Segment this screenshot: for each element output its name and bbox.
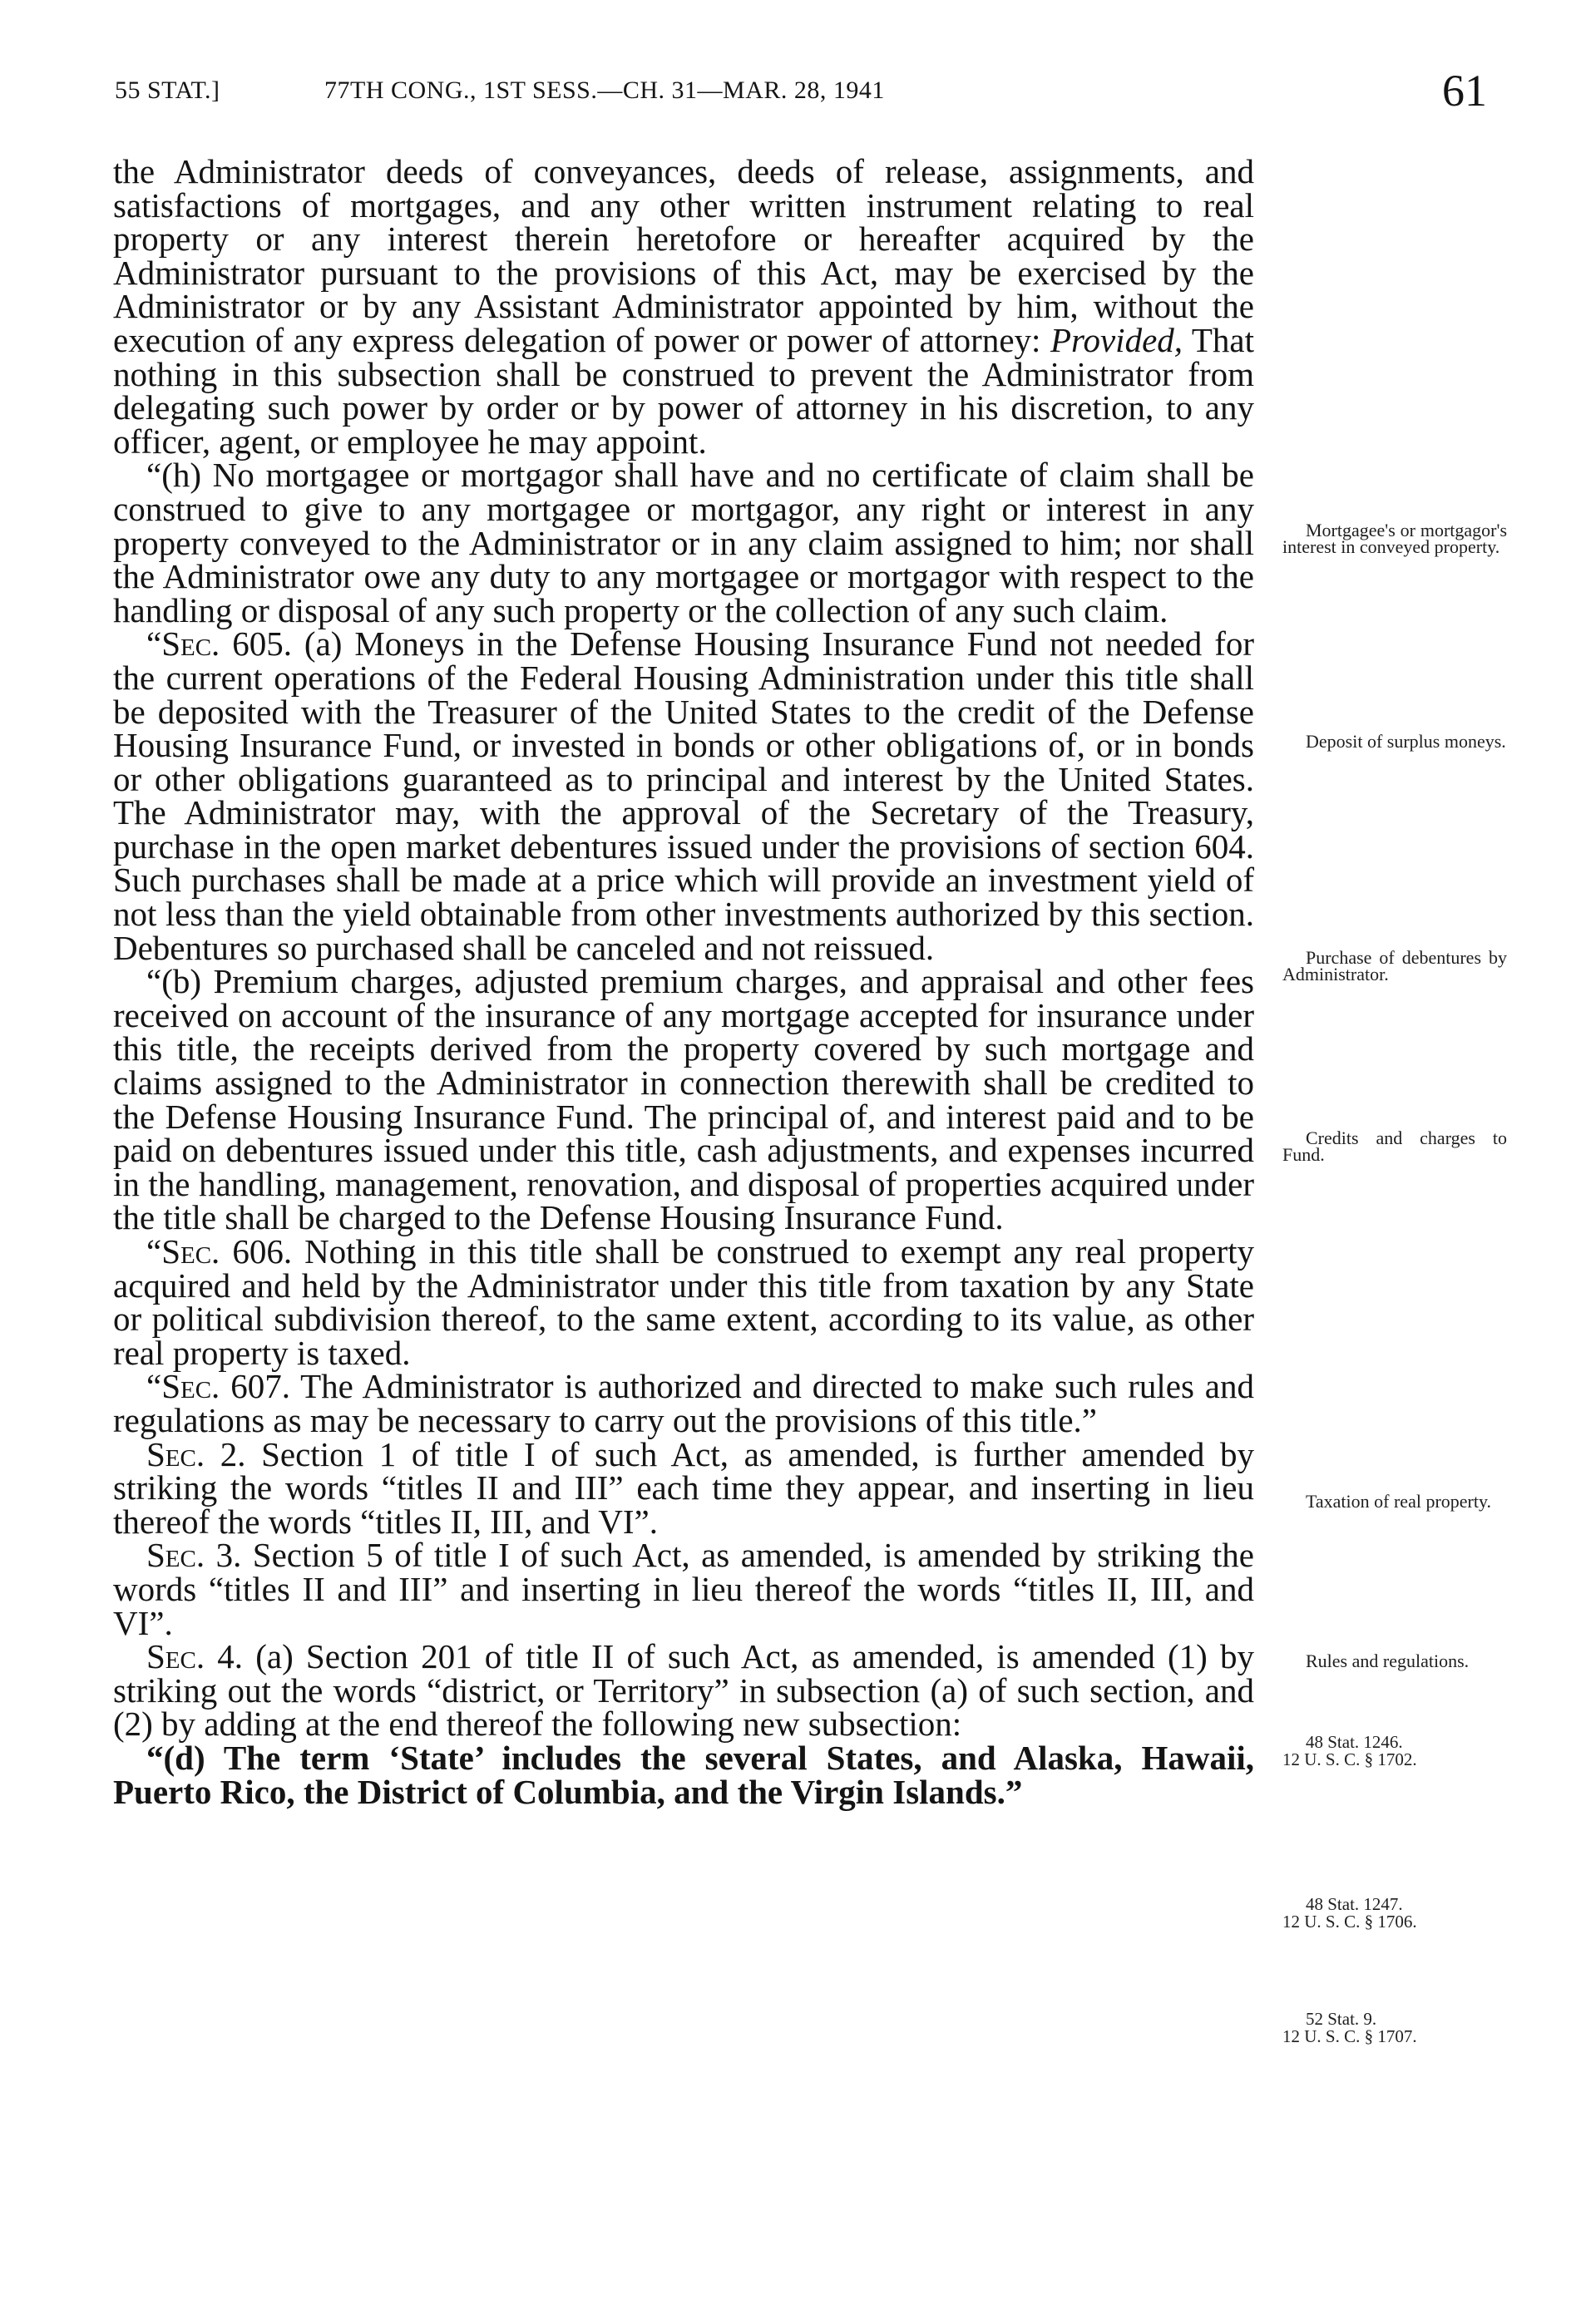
main-text-column [113,152,1254,1811]
section-label: “Sec. [146,624,220,664]
section-label: Sec. [146,1536,205,1575]
paragraph-text: That nothing in this subsection shall be construed to prevent the Administrator from delegating such power by order or by power of attorney in his discretion, to any officer, agent, or employee he may appoint. [113,320,1254,461]
margin-note-deposit-surplus: Deposit of surplus moneys. [1306,731,1506,752]
section-label: “Sec. [146,1232,220,1271]
margin-note-taxation: Taxation of real property. [1306,1491,1492,1512]
section-label: “Sec. [146,1367,220,1406]
running-header [115,65,1487,140]
section-label: Sec. [146,1637,205,1676]
citation-usc: 12 U. S. C. § 1707. [1282,2026,1417,2046]
section-label: Sec. [146,1434,205,1473]
citation-sec-3 [1282,1896,1507,1931]
margin-note-mortgagee-interest: Mortgagee's or mortgagor's interest in conveyed property. [1282,520,1507,557]
margin-note-purchase-debentures: Purchase of debentures by Administrator. [1282,947,1507,984]
paragraph-sec-607 [113,1369,1254,1437]
paragraph-sec-4 [113,1637,1254,1744]
paragraph-sec-605-a [113,624,1254,967]
paragraph-sec-605-b: “(b) Premium charges, adjusted premium charges, and appraisal and other fees received on account of the insurance of any mortgage accepted for insurance under this title, the receipts derived from the property covered by such mortgage and claims assigned to the Administrator in connection therewith shall be credited to the Defense Housing Insurance Fund. The principal of, and interest paid and to be paid on debentures issued under this title, cash adjustments, and expenses incurred in the handling, management, renovation, and disposal of properties acquired under the title shall be charged to the Defense Housing Insurance Fund. [113,962,1254,1237]
paragraph-text: 2. Section 1 of title I of such Act, as amended, is further amended by striking the words “titles II and III” each time they appear, and inserting in lieu thereof the words “titles II, III, and VI”. [113,1434,1254,1541]
paragraph-text: 605. (a) Moneys in the Defense Housing Insurance Fund not needed for the current operations of the Federal Housing Administration under this title shall be deposited with the Treasurer of the United States to the credit of the Defense Housing Insurance Fund, or invested in bonds or other obligations of, or in bonds or other obligations guaranteed as to principal and interest by the United States. The Administrator may, with the approval of the Secretary of the Treasury, purchase in the open market debentures issued under the provisions of section 604. Such purchases shall be made at a price which will provide an investment yield of not less than the yield obtainable from other investments authorized by this section. Debentures so purchased shall be canceled and not reissued. [113,624,1254,967]
citation-sec-4 [1282,2011,1507,2045]
proviso-italic: Provided, [1050,320,1183,359]
citation-usc: 12 U. S. C. § 1706. [1282,1912,1417,1932]
volume-reference: 55 STAT.] [115,76,220,104]
paragraph-text: 607. The Administrator is authorized and directed to make such rules and regulations as may be necessary to carry out the provisions of this title.” [113,1367,1254,1439]
margin-note-rules: Rules and regulations. [1306,1650,1470,1671]
session-reference: 77TH CONG., 1ST SESS.—CH. 31—MAR. 28, 1941 [324,76,885,104]
margin-note-credits-charges: Credits and charges to Fund. [1282,1127,1507,1165]
paragraph-text: 4. (a) Section 201 of title II of such Act, as amended, is amended (1) by striking out the words “district, or Territory” in subsection (a) of such section, and (2) by adding at the end thereof the following new subsection: [113,1637,1254,1744]
citation-stat: 52 Stat. 9. [1306,2009,1377,2029]
paragraph-subsection-h: “(h) No mortgagee or mortgagor shall have and no certificate of claim shall be construed to give to any mortgagee or mortgagor, any right or interest in any property conveyed to the Administrator or in any claim assigned to him; nor shall the Administrator owe any duty to any mortgagee or mortgagor with respect to the handling or disposal of any such property or the collection of any such claim. [113,456,1254,629]
citation-usc: 12 U. S. C. § 1702. [1282,1749,1417,1769]
paragraph-subsection-d: “(d) The term ‘State’ includes the several States, and Alaska, Hawaii, Puerto Rico, the District of Columbia, and the Virgin Islands.” [113,1738,1254,1811]
page-number: 61 [1442,66,1487,116]
paragraph-sec-606 [113,1232,1254,1372]
citation-sec-2 [1282,1734,1507,1769]
paragraph-sec-3 [113,1538,1254,1640]
paragraph-text: 3. Section 5 of title I of such Act, as amended, is amended by striking the words “titles II and III” and inserting in lieu thereof the words “titles II, III, and VI”. [113,1536,1254,1642]
citation-stat: 48 Stat. 1247. [1306,1894,1403,1914]
paragraph-text: the Administrator deeds of conveyances, deeds of release, assignments, and satisfactions of mortgages, and any other written instrument relating to real property or any interest therein heretofore or hereafter acquired by the Administrator pursuant to the provisions of this Act, may be exercised by the Administrator or by any Assistant Administrator appointed by him, without the execution of any express delegation of power or power of attorney: [113,152,1254,359]
paragraph-administrator-deeds [113,152,1254,461]
paragraph-text: 606. Nothing in this title shall be construed to exempt any real property acquired and held by the Administrator under this title from taxation by any State or political subdivision thereof, to the same extent, according to its value, as other real property is taxed. [113,1232,1254,1372]
citation-stat: 48 Stat. 1246. [1306,1732,1403,1752]
paragraph-sec-2 [113,1434,1254,1541]
